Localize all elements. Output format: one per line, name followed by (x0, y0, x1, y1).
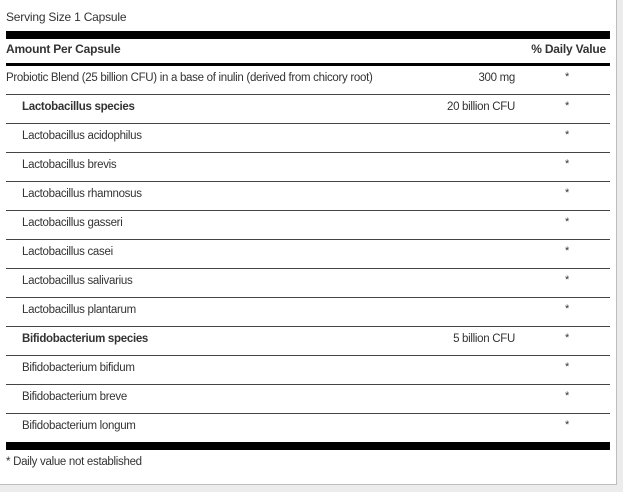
top-divider-bar (6, 31, 610, 39)
amount-per-capsule-header: Amount Per Capsule (6, 42, 121, 56)
ingredient-amount: 20 billion CFU (446, 101, 515, 113)
ingredient-name: Lactobacillus acidophilus (22, 130, 142, 142)
table-row (6, 327, 610, 356)
ingredient-name: Bifidobacterium longum (22, 420, 136, 432)
ingredient-name: Lactobacillus casei (22, 246, 113, 258)
table-row (6, 124, 610, 153)
ingredient-name: Lactobacillus gasseri (22, 217, 123, 229)
ingredient-name: Lactobacillus rhamnosus (22, 188, 142, 200)
daily-value: * (565, 129, 569, 141)
daily-value: * (565, 158, 569, 170)
ingredient-name: Lactobacillus brevis (22, 159, 117, 171)
daily-value-header: % Daily Value (531, 42, 606, 56)
table-row (6, 66, 610, 95)
table-row (6, 269, 610, 298)
daily-value: * (565, 419, 569, 431)
table-row (6, 211, 610, 240)
ingredient-name: Lactobacillus species (22, 101, 135, 113)
daily-value: * (565, 187, 569, 199)
ingredient-rows (6, 66, 610, 442)
daily-value: * (565, 361, 569, 373)
ingredient-name: Bifidobacterium species (22, 333, 149, 345)
ingredient-name: Lactobacillus plantarum (22, 304, 136, 316)
table-row (6, 385, 610, 414)
table-header (6, 39, 610, 66)
footnote: * Daily value not established (6, 456, 142, 468)
table-row (6, 240, 610, 269)
serving-size: Serving Size 1 Capsule (6, 10, 127, 24)
bottom-divider-bar (6, 442, 610, 450)
table-row (6, 153, 610, 182)
ingredient-name: Lactobacillus salivarius (22, 275, 133, 287)
ingredient-name: Probiotic Blend (25 billion CFU) in a base of inulin (derived from chicory root) (6, 72, 373, 84)
daily-value: * (565, 274, 569, 286)
daily-value: * (565, 216, 569, 228)
ingredient-amount: 5 billion CFU (453, 333, 515, 345)
table-row (6, 414, 610, 442)
daily-value: * (565, 71, 569, 83)
daily-value: * (565, 390, 569, 402)
table-row (6, 356, 610, 385)
daily-value: * (565, 332, 569, 344)
ingredient-amount: 300 mg (478, 72, 515, 84)
daily-value: * (565, 245, 569, 257)
daily-value: * (565, 303, 569, 315)
table-row (6, 95, 610, 124)
ingredient-name: Bifidobacterium breve (22, 391, 127, 403)
ingredient-name: Bifidobacterium bifidum (22, 362, 135, 374)
daily-value: * (565, 100, 569, 112)
table-row (6, 182, 610, 211)
table-row (6, 298, 610, 327)
